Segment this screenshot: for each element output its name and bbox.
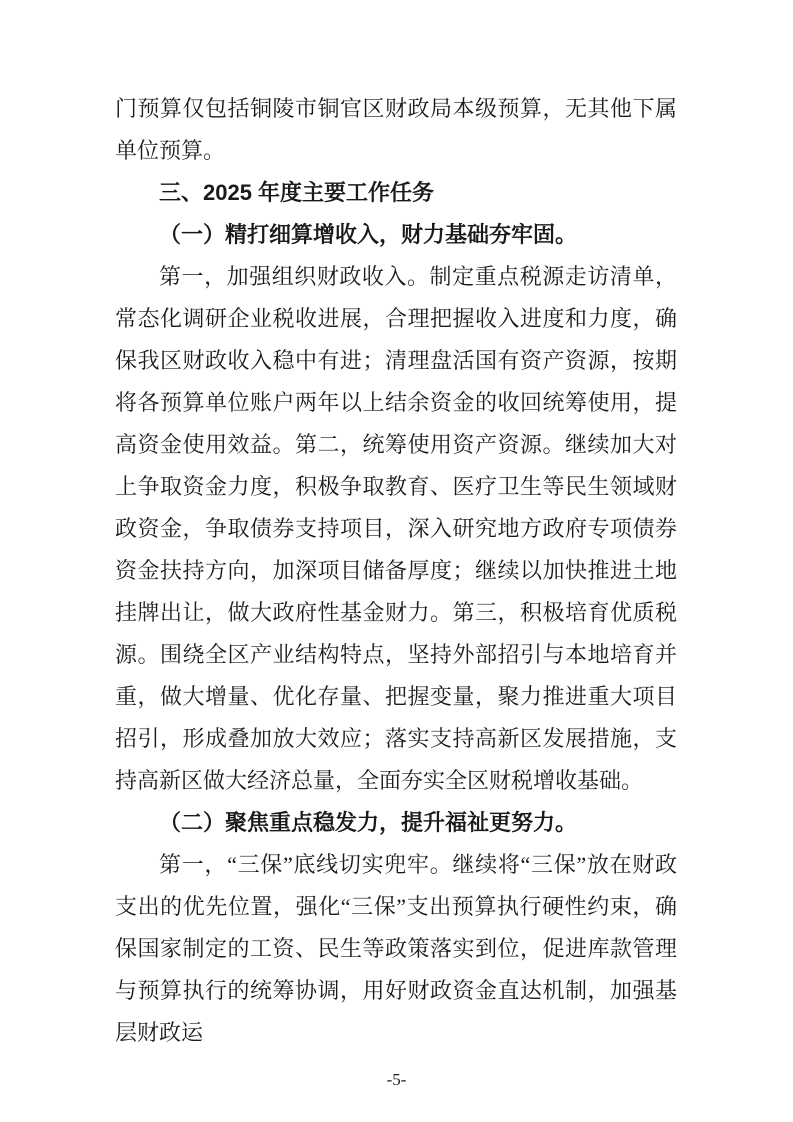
section-heading: 三、2025 年度主要工作任务 — [159, 180, 435, 205]
subsection-heading-2: （二）聚焦重点稳发力，提升福祉更努力。 — [159, 810, 578, 835]
subsection-heading-1: （一）精打细算增收入，财力基础夯牢固。 — [159, 222, 578, 247]
page-number: -5- — [386, 1070, 407, 1089]
body-paragraph-1: 第一，加强组织财政收入。制定重点税源走访清单，常态化调研企业税收进展，合理把握收入进度和力度，确保我区财政收入稳中有进；清理盘活国有资产资源，按期将各预算单位账户两年以上结余资金的收回统筹使用，提高资金使用效益。第二，统筹使用资产资源。继续加大对上争取资金力度，积极争取教育、医疗卫生等民生领域财政资金，争取债券支持项目，深入研究地方政府专项债券资金扶持方向，加深项目储备厚度；继续以加快推进土地挂牌出让，做大政府性基金财力。第三，积极培育优质税源。围绕全区产业结构特点，坚持外部招引与本地培育并重，做大增量、优化存量、把握变量，聚力推进重大项目招引，形成叠加放大效应；落实支持高新区发展措施，支持高新区做大经济总量，全面夯实全区财税增收基础。 — [115, 264, 677, 793]
continued-paragraph: 门预算仅包括铜陵市铜官区财政局本级预算，无其他下属单位预算。 — [115, 96, 677, 163]
body-paragraph-2: 第一，“三保”底线切实兜牢。继续将“三保”放在财政支出的优先位置，强化“三保”支出预算执行硬性约束，确保国家制定的工资、民生等政策落实到位，促进库款管理与预算执行的统筹协调，用好财政资金直达机制，加强基层财政运 — [115, 852, 677, 1045]
document-text-block — [115, 88, 677, 1054]
